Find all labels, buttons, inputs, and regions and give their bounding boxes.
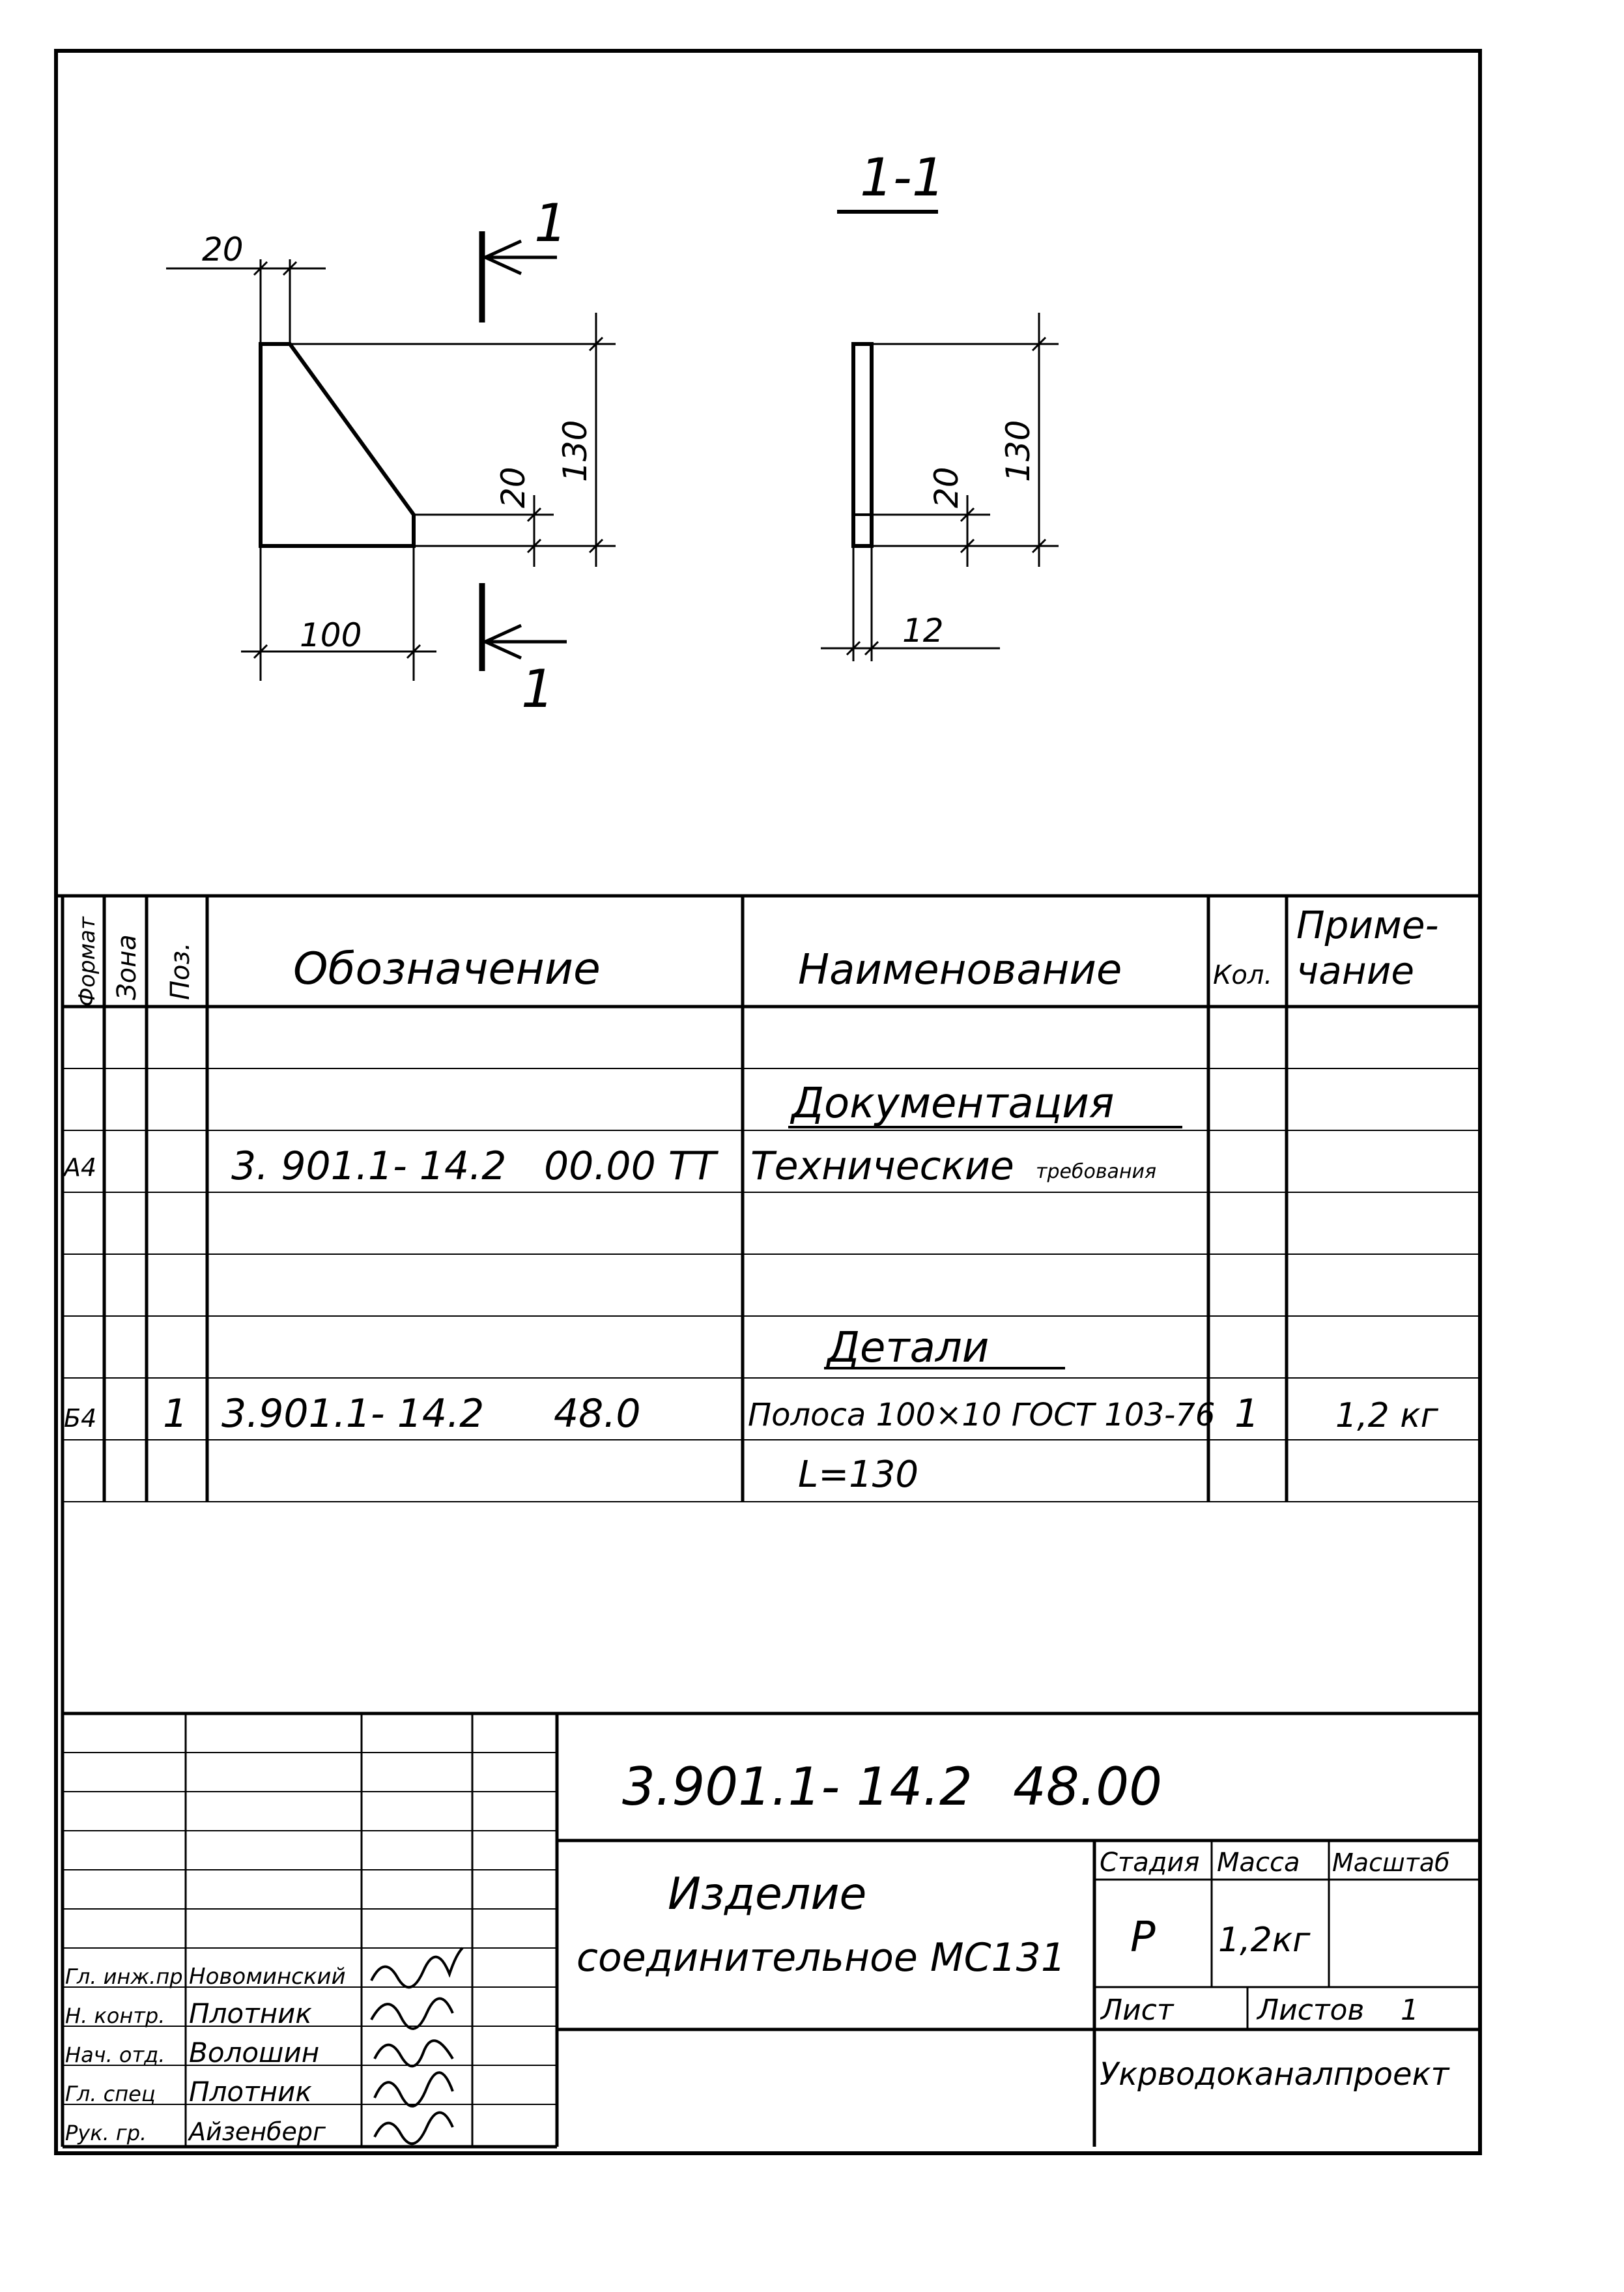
sheet-label: Лист [1101,1994,1174,2027]
doc-suffix: 48.00 [1013,1756,1163,1817]
row-doc-designation-suffix: 00.00 ТТ [544,1143,717,1189]
header-note-line2: чание [1296,949,1415,993]
dim-top-width: 20 [202,231,244,268]
signature-scribble [375,2041,453,2066]
row-part-name: Полоса 100×10 ГОСТ 103-76 [748,1397,1216,1433]
dim-bottom-width: 100 [300,616,362,654]
row-doc-format: А4 [64,1153,97,1182]
section-documentation: Документация [791,1080,1115,1128]
row-part-qty: 1 [1234,1391,1260,1437]
sheet-frame [56,51,1480,2153]
header-note-line1: Приме- [1296,903,1439,947]
signature-role: Гл. спец [65,2082,156,2106]
mass-value: 1,2кг [1218,1921,1311,1960]
header-name: Наименование [798,946,1122,994]
signature-scribble [375,2113,453,2144]
signature-name: Плотник [189,2076,312,2108]
section-mark-top: 1 [534,193,567,253]
signature-name: Плотник [189,1998,312,2029]
doc-number: 3.901.1- 14.2 [622,1756,973,1817]
mass-label: Масса [1217,1848,1300,1878]
section-parts: Детали [827,1324,990,1372]
signature-name: Новоминский [189,1964,346,1990]
header-designation: Обозначение [293,943,601,995]
scale-label: Масштаб [1332,1848,1450,1877]
row-part-name-line2: L=130 [798,1454,919,1496]
sheets-label: Листов [1257,1994,1365,2027]
title-line1: Изделие [668,1869,867,1920]
signature-scribble [375,2072,453,2106]
section-dim-height-small: 20 [928,466,965,508]
row-doc-designation: 3. 901.1- 14.2 [231,1143,507,1189]
row-part-designation-suffix: 48.0 [554,1391,641,1437]
row-doc-name-small: требования [1036,1160,1157,1183]
signature-role: Нач. отд. [65,2042,165,2067]
signature-scribble [371,1999,453,2029]
organization: Укрводоканалпроект [1100,2056,1449,2093]
stage-label: Стадия [1100,1848,1200,1878]
stage-value: Р [1130,1913,1156,1962]
header-format: Формат [74,917,100,1007]
header-qty: Кол. [1213,960,1273,990]
section-dim-height-total: 130 [999,420,1037,482]
signature-role: Гл. инж.пр [65,1964,183,1989]
dim-total-height: 130 [556,420,594,482]
header-zone: Зона [112,934,142,1000]
signature-role: Рук. гр. [65,2121,147,2145]
row-part-designation: 3.901.1- 14.2 [221,1391,485,1437]
signature-scribble [371,1948,463,1987]
row-doc-name-main: Технические [750,1143,1014,1189]
signature-scribbles [371,1948,463,2143]
sheets-value: 1 [1401,1994,1419,2027]
title-line2: соединительное МС131 [577,1935,1066,1981]
section-mark-bottom: 1 [521,659,554,719]
signature-name: Волошин [189,2037,320,2069]
part-outline [261,344,414,546]
signature-name: Айзенберг [189,2117,326,2146]
header-pos: Поз. [165,942,195,1000]
section-title: 1-1 [860,147,945,208]
row-part-format: Б4 [64,1404,97,1433]
dim-chamfer-height: 20 [494,466,532,508]
part-view [166,231,616,681]
section-dim-thickness: 12 [902,612,944,650]
row-part-pos: 1 [163,1391,188,1437]
row-part-note: 1,2 кг [1335,1396,1438,1435]
signature-role: Н. контр. [65,2003,165,2028]
